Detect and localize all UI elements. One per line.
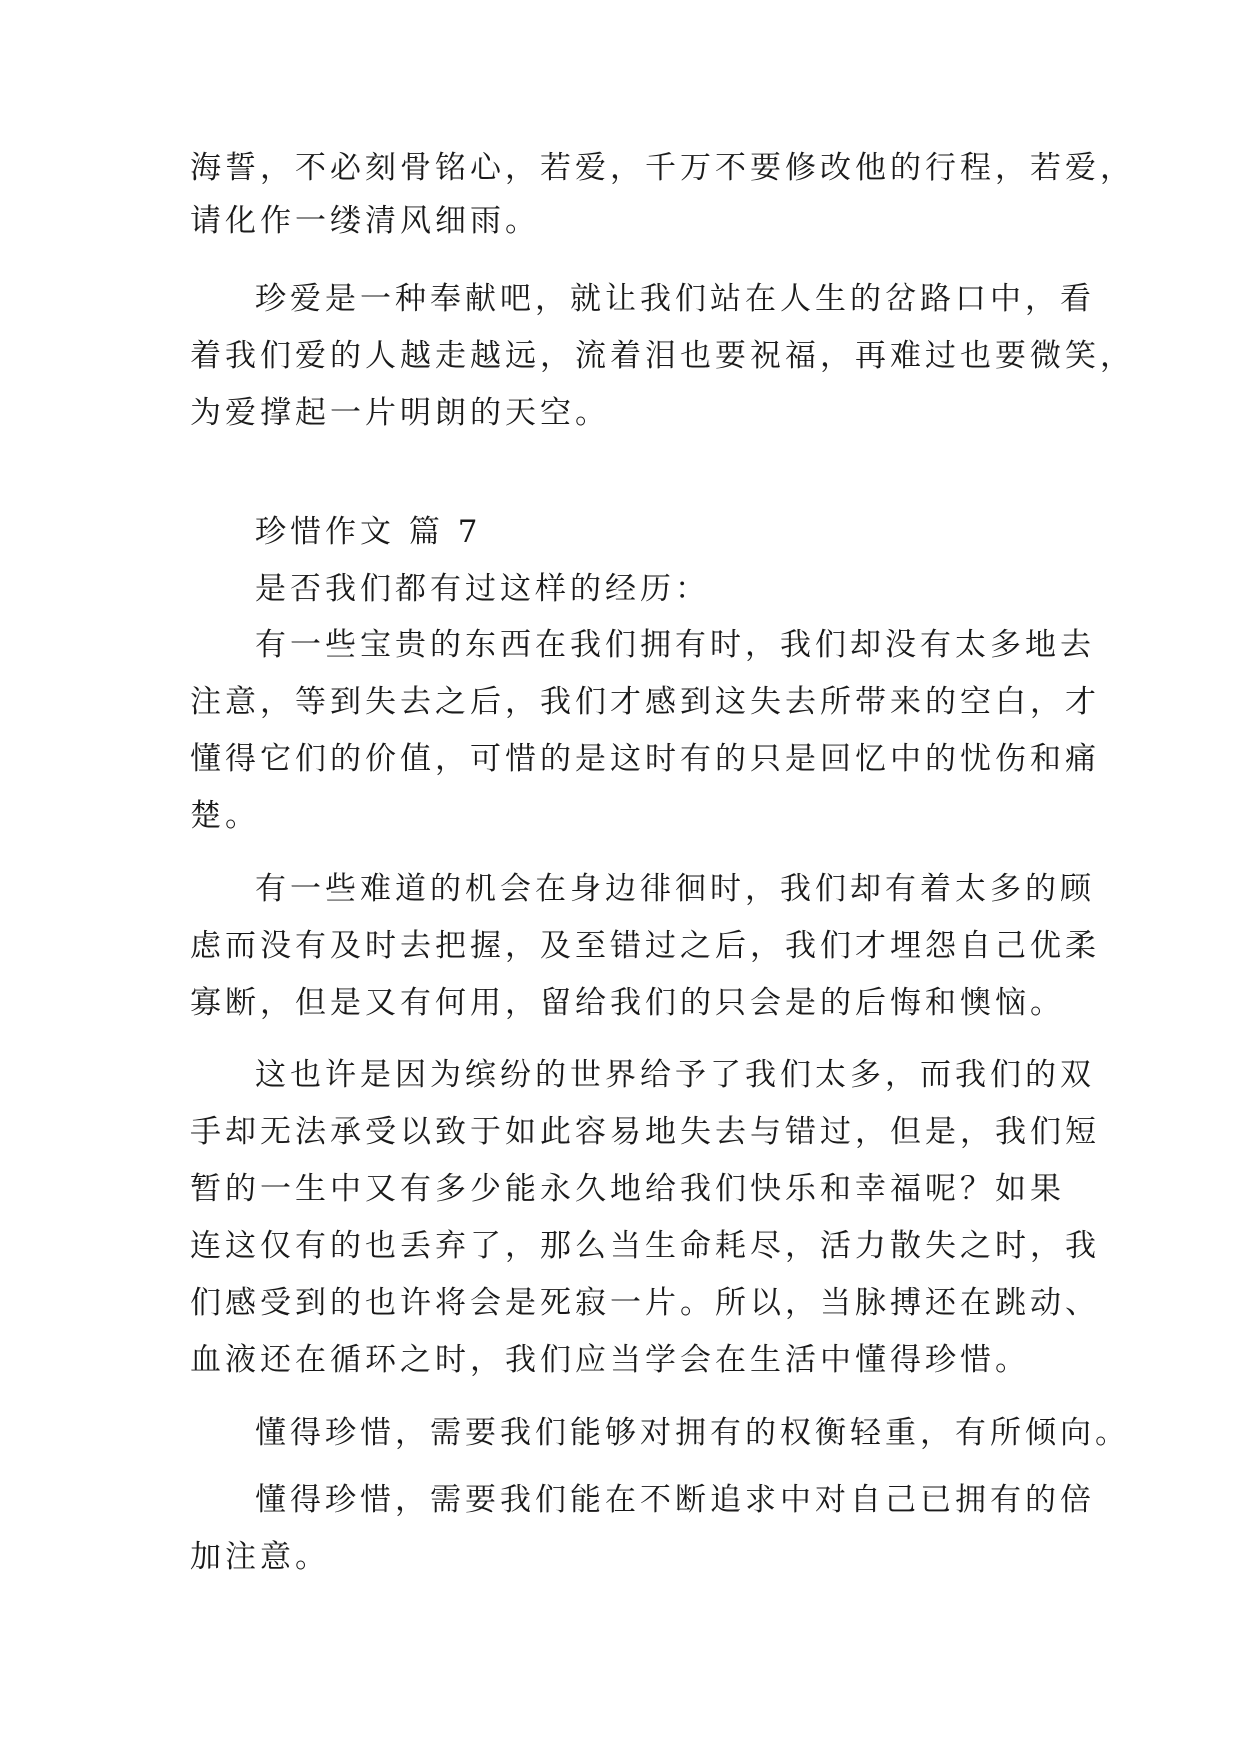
text-line: 寡断，但是又有何用，留给我们的只会是的后悔和懊恼。 [190,985,1065,1021]
text-line: 请化作一缕清风细雨。 [190,203,540,239]
section-heading: 珍惜作文 篇 7 [255,514,482,550]
text-line: 连这仅有的也丢弃了，那么当生命耗尽，活力散失之时，我 [190,1228,1100,1264]
text-line: 加注意。 [190,1539,330,1575]
text-line: 海誓，不必刻骨铭心，若爱，千万不要修改他的行程，若爱， [190,150,1135,186]
paragraph-first-line: 这也许是因为缤纷的世界给予了我们太多，而我们的双 [255,1057,1095,1093]
paragraph-first-line: 珍爱是一种奉献吧，就让我们站在人生的岔路口中，看 [255,281,1095,317]
text-line: 们感受到的也许将会是死寂一片。所以，当脉搏还在跳动、 [190,1285,1100,1321]
text-line: 楚。 [190,798,260,834]
paragraph-first-line: 懂得珍惜，需要我们能在不断追求中对自己已拥有的倍 [255,1482,1095,1518]
text-line: 为爱撑起一片明朗的天空。 [190,395,610,431]
paragraph-first-line: 有一些宝贵的东西在我们拥有时，我们却没有太多地去 [255,627,1095,663]
text-line: 懂得它们的价值，可惜的是这时有的只是回忆中的忧伤和痛 [190,741,1100,777]
text-line: 注意，等到失去之后，我们才感到这失去所带来的空白，才 [190,684,1100,720]
text-line: 暂的一生中又有多少能永久地给我们快乐和幸福呢？如果 [190,1171,1065,1207]
text-line: 手却无法承受以致于如此容易地失去与错过，但是，我们短 [190,1114,1100,1150]
text-line: 虑而没有及时去把握，及至错过之后，我们才埋怨自己优柔 [190,928,1100,964]
paragraph-first-line: 是否我们都有过这样的经历： [255,571,710,607]
text-line: 血液还在循环之时，我们应当学会在生活中懂得珍惜。 [190,1342,1030,1378]
text-line: 着我们爱的人越走越远，流着泪也要祝福，再难过也要微笑， [190,338,1135,374]
paragraph-first-line: 有一些难道的机会在身边徘徊时，我们却有着太多的顾 [255,871,1095,907]
paragraph-first-line: 懂得珍惜，需要我们能够对拥有的权衡轻重，有所倾向。 [255,1415,1130,1451]
